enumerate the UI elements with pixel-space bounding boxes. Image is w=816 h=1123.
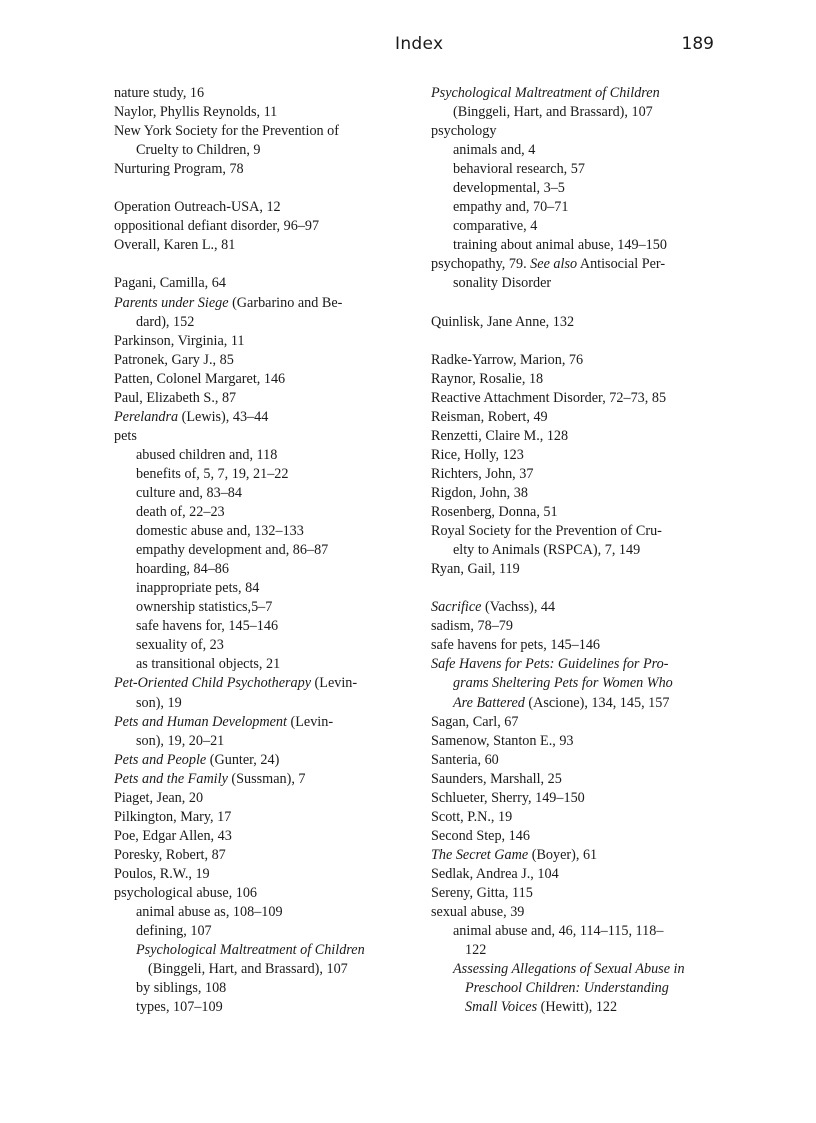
italic-title-text: Are Battered (453, 694, 525, 711)
italic-title-text: Sacrifice (431, 599, 482, 616)
index-entry-line (431, 732, 721, 751)
index-entry-line (114, 636, 402, 655)
entry-text: Patten, Colonel Margaret, 146 (114, 370, 286, 387)
index-entry-line (431, 636, 721, 655)
entry-text: Paul, Elizabeth S., 87 (114, 389, 237, 406)
index-column-right (431, 84, 721, 1017)
entry-text: Poe, Edgar Allen, 43 (114, 827, 232, 844)
entry-text: Richters, John, 37 (431, 465, 534, 482)
entry-text: (Vachss), 44 (481, 599, 556, 616)
index-entry-line (431, 141, 721, 160)
entry-text: behavioral research, 57 (453, 161, 585, 178)
entry-text: sadism, 78–79 (431, 618, 513, 635)
entry-text: Patronek, Gary J., 85 (114, 351, 234, 368)
entry-text: (Boyer), 61 (528, 846, 598, 863)
italic-title-text: Perelandra (114, 408, 179, 425)
index-entry-line (114, 522, 402, 541)
entry-text: Cruelty to Children, 9 (136, 142, 261, 159)
entry-text: safe havens for pets, 145–146 (431, 637, 601, 654)
index-entry-line (431, 884, 721, 903)
entry-text: animals and, 4 (453, 142, 536, 159)
entry-text: psychopathy, 79. (431, 256, 531, 273)
index-column-left (114, 84, 402, 1017)
index-entry-line (431, 84, 721, 103)
index-entry-line (431, 122, 721, 141)
page-header (0, 34, 816, 58)
index-letter-gap (431, 294, 721, 313)
entry-text: Royal Society for the Prevention of Cru- (431, 523, 662, 540)
entry-text: by siblings, 108 (136, 980, 227, 997)
entry-text: empathy and, 70–71 (453, 199, 569, 216)
entry-text: inappropriate pets, 84 (136, 580, 260, 597)
index-entry-line (114, 903, 402, 922)
entry-text: Rice, Holly, 123 (431, 446, 524, 463)
index-entry-line (114, 694, 402, 713)
entry-text: Piaget, Jean, 20 (114, 789, 204, 806)
italic-title-text: Psychological Maltreatment of Children (136, 942, 365, 959)
index-entry-line (431, 655, 721, 674)
entry-text: (Ascione), 134, 145, 157 (524, 694, 670, 711)
index-entry-line (114, 674, 402, 693)
index-entry-line (431, 236, 721, 255)
index-letter-gap (114, 179, 402, 198)
index-entry-line (114, 351, 402, 370)
italic-title-text: Pets and Human Development (114, 713, 287, 730)
italic-title-text: Assessing Allegations of Sexual Abuse in (453, 961, 685, 978)
entry-text: comparative, 4 (453, 218, 538, 235)
entry-text: animal abuse as, 108–109 (136, 904, 283, 921)
entry-text: Scott, P.N., 19 (431, 808, 513, 825)
entry-text: (Gunter, 24) (206, 751, 280, 768)
index-entry-line (114, 979, 402, 998)
index-entry-line (114, 103, 402, 122)
index-entry-line (114, 884, 402, 903)
index-entry-line (114, 732, 402, 751)
entry-text: son), 19 (136, 694, 182, 711)
index-entry-line (114, 236, 402, 255)
entry-text: Rosenberg, Donna, 51 (431, 504, 558, 521)
italic-title-text: The Secret Game (431, 846, 529, 863)
index-entry-line (431, 313, 721, 332)
index-entry-line (114, 389, 402, 408)
index-entry-line (431, 179, 721, 198)
index-entry-line (114, 370, 402, 389)
index-entry-line (431, 617, 721, 636)
entry-text: Sagan, Carl, 67 (431, 713, 519, 730)
entry-text: Sedlak, Andrea J., 104 (431, 865, 559, 882)
italic-title-text: Parents under Siege (114, 294, 229, 311)
index-entry-line (114, 465, 402, 484)
entry-text: Rigdon, John, 38 (431, 484, 528, 501)
index-entry-line (431, 865, 721, 884)
index-entry-line (431, 598, 721, 617)
italic-title-text: Small Voices (465, 999, 538, 1016)
index-entry-line (114, 751, 402, 770)
index-entry-line (431, 274, 721, 293)
index-entry-line (431, 903, 721, 922)
entry-text: animal abuse and, 46, 114–115, 118– (453, 923, 664, 940)
index-entry-line (431, 503, 721, 522)
entry-text: domestic abuse and, 132–133 (136, 523, 304, 540)
index-entry-line (114, 84, 402, 103)
index-entry-line (431, 751, 721, 770)
entry-text: Renzetti, Claire M., 128 (431, 427, 569, 444)
entry-text: benefits of, 5, 7, 19, 21–22 (136, 465, 289, 482)
italic-title-text: See also (530, 256, 578, 273)
index-entry-line (114, 122, 402, 141)
index-entry-line (114, 503, 402, 522)
index-entry-line (114, 808, 402, 827)
index-entry-line (114, 960, 402, 979)
entry-text: safe havens for, 145–146 (136, 618, 279, 635)
entry-text: sonality Disorder (453, 275, 552, 292)
index-entry-line (431, 998, 721, 1017)
entry-text: Reactive Attachment Disorder, 72–73, 85 (431, 389, 667, 406)
index-entry-line (114, 484, 402, 503)
entry-text: Samenow, Stanton E., 93 (431, 732, 574, 749)
entry-text: Second Step, 146 (431, 827, 530, 844)
entry-text: Santeria, 60 (431, 751, 499, 768)
entry-text: (Hewitt), 122 (537, 999, 618, 1016)
entry-text: ownership statistics,5–7 (136, 599, 273, 616)
index-entry-line (114, 198, 402, 217)
index-entry-line (114, 274, 402, 293)
index-entry-line (114, 941, 402, 960)
entry-text: (Binggeli, Hart, and Brassard), 107 (148, 961, 348, 978)
entry-text: oppositional defiant disorder, 96–97 (114, 218, 320, 235)
entry-text: Pagani, Camilla, 64 (114, 275, 226, 292)
entry-text: Saunders, Marshall, 25 (431, 770, 562, 787)
entry-text: sexual abuse, 39 (431, 904, 525, 921)
entry-text: (Levin- (286, 713, 334, 730)
index-entry-line (431, 446, 721, 465)
index-entry-line (431, 408, 721, 427)
entry-text: Nurturing Program, 78 (114, 161, 244, 178)
entry-text: (Sussman), 7 (227, 770, 306, 787)
entry-text: Poulos, R.W., 19 (114, 865, 210, 882)
entry-text: son), 19, 20–21 (136, 732, 225, 749)
index-entry-line (431, 979, 721, 998)
index-entry-line (114, 408, 402, 427)
entry-text: Quinlisk, Jane Anne, 132 (431, 313, 575, 330)
entry-text: defining, 107 (136, 923, 212, 940)
italic-title-text: Psychological Maltreatment of Children (431, 85, 660, 101)
entry-text: Overall, Karen L., 81 (114, 237, 236, 254)
entry-text: Antisocial Per- (577, 256, 666, 273)
index-entry-line (431, 674, 721, 693)
index-entry-line (431, 941, 721, 960)
entry-text: Pilkington, Mary, 17 (114, 808, 232, 825)
index-entry-line (431, 370, 721, 389)
entry-text: Sereny, Gitta, 115 (431, 884, 533, 901)
entry-text: (Levin- (311, 675, 358, 692)
index-entry-line (114, 160, 402, 179)
entry-text: Parkinson, Virginia, 11 (114, 332, 245, 349)
index-entry-line (114, 827, 402, 846)
entry-text: psychology (431, 123, 497, 140)
index-entry-line (431, 960, 721, 979)
index-entry-line (431, 922, 721, 941)
entry-text: abused children and, 118 (136, 446, 278, 463)
entry-text: Operation Outreach-USA, 12 (114, 199, 281, 216)
entry-text: elty to Animals (RSPCA), 7, 149 (453, 542, 641, 559)
entry-text: death of, 22–23 (136, 504, 225, 521)
entry-text: Naylor, Phyllis Reynolds, 11 (114, 104, 278, 121)
index-entry-line (431, 789, 721, 808)
entry-text: hoarding, 84–86 (136, 561, 229, 578)
index-entry-line (431, 427, 721, 446)
index-entry-line (431, 846, 721, 865)
index-entry-line (431, 103, 721, 122)
entry-text: psychological abuse, 106 (114, 884, 258, 901)
index-entry-line (114, 846, 402, 865)
entry-text: Ryan, Gail, 119 (431, 561, 520, 578)
index-entry-line (431, 389, 721, 408)
index-letter-gap (114, 255, 402, 274)
page-number: 189 (681, 34, 714, 54)
entry-text: types, 107–109 (136, 999, 223, 1016)
index-entry-line (431, 541, 721, 560)
entry-text: empathy development and, 86–87 (136, 542, 329, 559)
index-entry-line (114, 217, 402, 236)
italic-title-text: Safe Havens for Pets: Guidelines for Pro- (431, 656, 669, 673)
entry-text: sexuality of, 23 (136, 637, 224, 654)
index-entry-line (114, 598, 402, 617)
index-entry-line (431, 465, 721, 484)
entry-text: culture and, 83–84 (136, 484, 242, 501)
index-entry-line (431, 198, 721, 217)
index-entry-line (431, 160, 721, 179)
index-entry-line (114, 998, 402, 1017)
index-entry-line (114, 332, 402, 351)
running-head-title: Index (395, 34, 444, 54)
index-entry-line (114, 427, 402, 446)
index-entry-line (114, 617, 402, 636)
entry-text: Poresky, Robert, 87 (114, 846, 226, 863)
index-entry-line (431, 694, 721, 713)
index-entry-line (431, 255, 721, 274)
index-entry-line (114, 141, 402, 160)
index-entry-line (114, 922, 402, 941)
entry-text: Schlueter, Sherry, 149–150 (431, 789, 585, 806)
index-entry-line (114, 713, 402, 732)
entry-text: Radke-Yarrow, Marion, 76 (431, 351, 584, 368)
entry-text: dard), 152 (136, 313, 195, 330)
entry-text: as transitional objects, 21 (136, 656, 281, 673)
entry-text: Reisman, Robert, 49 (431, 408, 548, 425)
index-entry-line (431, 827, 721, 846)
index-entry-line (114, 789, 402, 808)
entry-text: pets (114, 427, 137, 444)
index-entry-line (431, 713, 721, 732)
index-entry-line (431, 217, 721, 236)
italic-title-text: Pets and the Family (114, 770, 228, 787)
index-entry-line (114, 579, 402, 598)
entry-text: nature study, 16 (114, 85, 205, 101)
index-entry-line (114, 294, 402, 313)
italic-title-text: Pets and People (114, 751, 207, 768)
index-letter-gap (431, 579, 721, 598)
index-entry-line (114, 541, 402, 560)
italic-title-text: Pet-Oriented Child Psychotherapy (114, 675, 311, 692)
index-entry-line (431, 522, 721, 541)
italic-title-text: Preschool Children: Understanding (465, 980, 669, 997)
index-entry-line (431, 560, 721, 579)
index-letter-gap (431, 332, 721, 351)
index-entry-line (114, 770, 402, 789)
index-entry-line (431, 770, 721, 789)
italic-title-text: grams Sheltering Pets for Women Who (453, 675, 673, 692)
entry-text: training about animal abuse, 149–150 (453, 237, 667, 254)
index-entry-line (431, 808, 721, 827)
entry-text: 122 (465, 942, 487, 959)
index-entry-line (431, 351, 721, 370)
entry-text: (Binggeli, Hart, and Brassard), 107 (453, 104, 653, 121)
entry-text: (Lewis), 43–44 (178, 408, 269, 425)
index-entry-line (431, 484, 721, 503)
index-entry-line (114, 446, 402, 465)
entry-text: developmental, 3–5 (453, 180, 565, 197)
entry-text: New York Society for the Prevention of (114, 123, 339, 140)
index-entry-line (114, 865, 402, 884)
index-entry-line (114, 655, 402, 674)
index-entry-line (114, 313, 402, 332)
index-entry-line (114, 560, 402, 579)
entry-text: (Garbarino and Be- (228, 294, 343, 311)
entry-text: Raynor, Rosalie, 18 (431, 370, 544, 387)
